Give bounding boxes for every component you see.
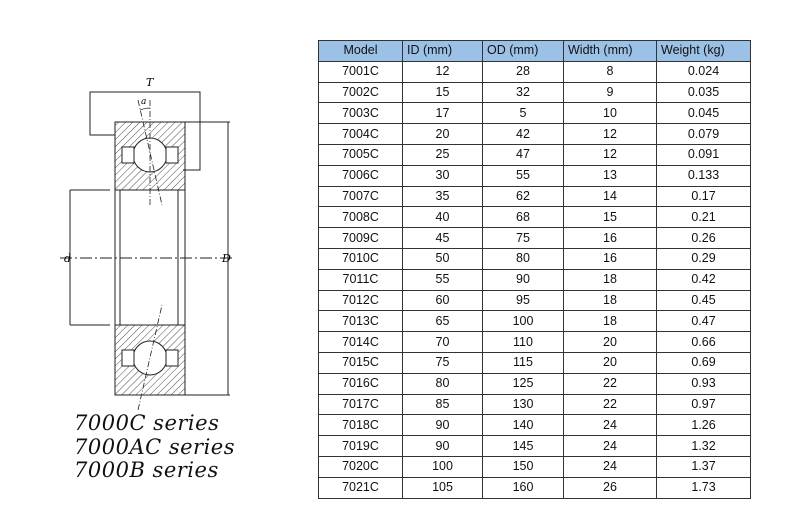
- table-row: [319, 207, 751, 228]
- width-cell: 24: [564, 436, 657, 457]
- table-row: [319, 436, 751, 457]
- table-row: [319, 269, 751, 290]
- id-cell: 17: [403, 103, 483, 124]
- contact-angle-label: a: [141, 97, 147, 107]
- table-header-row: [319, 41, 751, 62]
- od-cell: 28: [483, 61, 564, 82]
- weight-cell: 0.45: [657, 290, 751, 311]
- table-row: [319, 103, 751, 124]
- od-cell: 68: [483, 207, 564, 228]
- table-row: [319, 456, 751, 477]
- weight-cell: 1.26: [657, 415, 751, 436]
- table-row: [319, 415, 751, 436]
- id-cell: 85: [403, 394, 483, 415]
- table-row: [319, 352, 751, 373]
- header-model: Model: [319, 41, 403, 62]
- width-cell: 15: [564, 207, 657, 228]
- id-cell: 75: [403, 352, 483, 373]
- model-cell: 7018C: [319, 415, 403, 436]
- weight-cell: 0.29: [657, 248, 751, 269]
- weight-cell: 0.035: [657, 82, 751, 103]
- weight-cell: 0.42: [657, 269, 751, 290]
- model-cell: 7019C: [319, 436, 403, 457]
- id-cell: 12: [403, 61, 483, 82]
- id-cell: 60: [403, 290, 483, 311]
- od-cell: 110: [483, 332, 564, 353]
- table-row: [319, 477, 751, 498]
- width-cell: 13: [564, 165, 657, 186]
- header-weight: Weight (kg): [657, 41, 751, 62]
- model-cell: 7013C: [319, 311, 403, 332]
- model-cell: 7017C: [319, 394, 403, 415]
- od-cell: 32: [483, 82, 564, 103]
- width-cell: 16: [564, 248, 657, 269]
- od-cell: 150: [483, 456, 564, 477]
- model-cell: 7002C: [319, 82, 403, 103]
- table-row: [319, 144, 751, 165]
- table-row: [319, 186, 751, 207]
- weight-cell: 0.079: [657, 124, 751, 145]
- id-cell: 55: [403, 269, 483, 290]
- model-cell: 7007C: [319, 186, 403, 207]
- model-cell: 7008C: [319, 207, 403, 228]
- dimension-D-label: D: [222, 252, 231, 265]
- table-row: [319, 332, 751, 353]
- series-7000b: 7000B series: [74, 458, 219, 482]
- table-row: [319, 373, 751, 394]
- weight-cell: 0.66: [657, 332, 751, 353]
- model-cell: 7005C: [319, 144, 403, 165]
- width-cell: 9: [564, 82, 657, 103]
- table-row: [319, 394, 751, 415]
- id-cell: 70: [403, 332, 483, 353]
- id-cell: 20: [403, 124, 483, 145]
- table-row: [319, 82, 751, 103]
- weight-cell: 0.17: [657, 186, 751, 207]
- width-cell: 18: [564, 290, 657, 311]
- width-cell: 20: [564, 352, 657, 373]
- model-cell: 7001C: [319, 61, 403, 82]
- id-cell: 15: [403, 82, 483, 103]
- id-cell: 50: [403, 248, 483, 269]
- od-cell: 47: [483, 144, 564, 165]
- od-cell: 5: [483, 103, 564, 124]
- width-cell: 22: [564, 373, 657, 394]
- od-cell: 125: [483, 373, 564, 394]
- weight-cell: 1.32: [657, 436, 751, 457]
- od-cell: 90: [483, 269, 564, 290]
- weight-cell: 0.69: [657, 352, 751, 373]
- model-cell: 7011C: [319, 269, 403, 290]
- od-cell: 62: [483, 186, 564, 207]
- weight-cell: 1.73: [657, 477, 751, 498]
- od-cell: 160: [483, 477, 564, 498]
- id-cell: 45: [403, 228, 483, 249]
- id-cell: 100: [403, 456, 483, 477]
- weight-cell: 0.97: [657, 394, 751, 415]
- table-row: [319, 165, 751, 186]
- table-row: [319, 311, 751, 332]
- width-cell: 8: [564, 61, 657, 82]
- width-cell: 22: [564, 394, 657, 415]
- model-cell: 7012C: [319, 290, 403, 311]
- model-cell: 7009C: [319, 228, 403, 249]
- od-cell: 42: [483, 124, 564, 145]
- model-cell: 7006C: [319, 165, 403, 186]
- series-7000ac: 7000AC series: [74, 434, 236, 459]
- id-cell: 90: [403, 415, 483, 436]
- id-cell: 105: [403, 477, 483, 498]
- width-cell: 12: [564, 124, 657, 145]
- model-cell: 7010C: [319, 248, 403, 269]
- id-cell: 30: [403, 165, 483, 186]
- weight-cell: 0.21: [657, 207, 751, 228]
- weight-cell: 0.133: [657, 165, 751, 186]
- model-cell: 7014C: [319, 332, 403, 353]
- width-cell: 20: [564, 332, 657, 353]
- weight-cell: 0.024: [657, 61, 751, 82]
- od-cell: 130: [483, 394, 564, 415]
- od-cell: 140: [483, 415, 564, 436]
- od-cell: 55: [483, 165, 564, 186]
- dimension-d-label: d: [64, 252, 72, 265]
- header-od: OD (mm): [483, 41, 564, 62]
- weight-cell: 0.26: [657, 228, 751, 249]
- id-cell: 80: [403, 373, 483, 394]
- weight-cell: 0.93: [657, 373, 751, 394]
- table-row: [319, 124, 751, 145]
- width-cell: 18: [564, 311, 657, 332]
- weight-cell: 0.47: [657, 311, 751, 332]
- table-row: [319, 61, 751, 82]
- od-cell: 75: [483, 228, 564, 249]
- id-cell: 90: [403, 436, 483, 457]
- od-cell: 95: [483, 290, 564, 311]
- width-cell: 16: [564, 228, 657, 249]
- model-cell: 7015C: [319, 352, 403, 373]
- width-cell: 18: [564, 269, 657, 290]
- width-cell: 10: [564, 103, 657, 124]
- bearing-cross-section-drawing: [40, 70, 270, 410]
- header-id: ID (mm): [403, 41, 483, 62]
- id-cell: 65: [403, 311, 483, 332]
- width-cell: 12: [564, 144, 657, 165]
- od-cell: 100: [483, 311, 564, 332]
- model-cell: 7003C: [319, 103, 403, 124]
- width-cell: 14: [564, 186, 657, 207]
- model-cell: 7020C: [319, 456, 403, 477]
- series-7000c: 7000C series: [74, 411, 220, 435]
- table-body: [319, 61, 751, 498]
- header-width: Width (mm): [564, 41, 657, 62]
- od-cell: 80: [483, 248, 564, 269]
- id-cell: 40: [403, 207, 483, 228]
- width-cell: 24: [564, 415, 657, 436]
- od-cell: 145: [483, 436, 564, 457]
- table-row: [319, 290, 751, 311]
- table-row: [319, 228, 751, 249]
- table-row: [319, 248, 751, 269]
- model-cell: 7004C: [319, 124, 403, 145]
- series-list: [74, 412, 235, 483]
- dimension-T-label: T: [146, 76, 154, 89]
- width-cell: 26: [564, 477, 657, 498]
- id-cell: 25: [403, 144, 483, 165]
- weight-cell: 0.091: [657, 144, 751, 165]
- weight-cell: 1.37: [657, 456, 751, 477]
- model-cell: 7016C: [319, 373, 403, 394]
- width-cell: 24: [564, 456, 657, 477]
- od-cell: 115: [483, 352, 564, 373]
- id-cell: 35: [403, 186, 483, 207]
- bearing-spec-table: [318, 40, 751, 499]
- model-cell: 7021C: [319, 477, 403, 498]
- weight-cell: 0.045: [657, 103, 751, 124]
